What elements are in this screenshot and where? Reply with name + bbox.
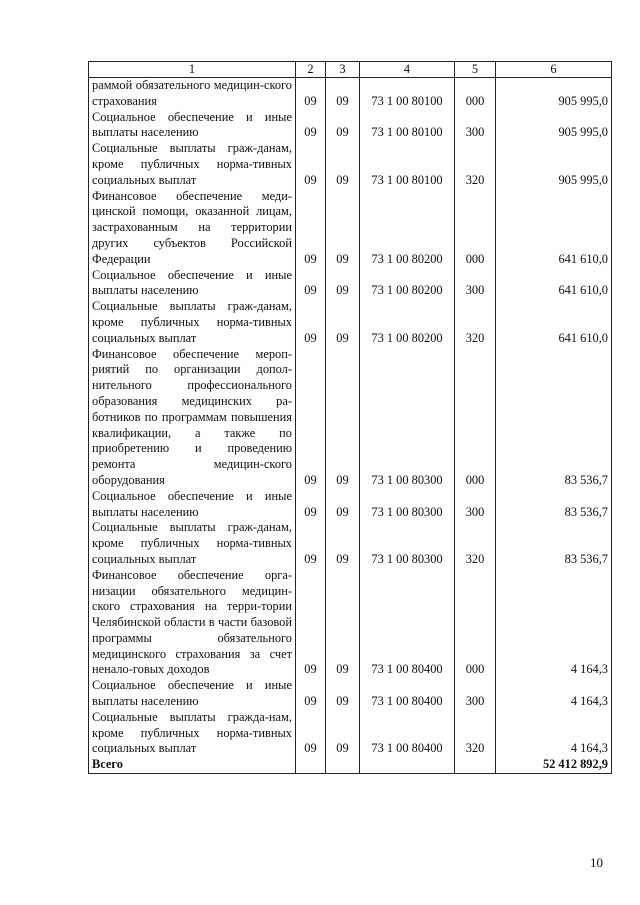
row-description: Социальное обеспечение и иные выплаты населению <box>89 489 296 521</box>
row-expense-type: 000 <box>455 568 496 679</box>
row-target-article: 73 1 00 80100 <box>360 141 455 188</box>
row-subsection-code: 09 <box>326 78 360 110</box>
row-subsection-code: 09 <box>326 299 360 346</box>
row-description: Финансовое обеспечение меди-цинской помощи, оказанной лицам, застрахованным на территории других субъектов Российской Федерации <box>89 189 296 268</box>
table-row <box>89 78 612 110</box>
row-amount: 83 536,7 <box>496 489 612 521</box>
header-col-5: 5 <box>455 62 496 78</box>
row-target-article: 73 1 00 80300 <box>360 489 455 521</box>
row-subsection-code: 09 <box>326 141 360 188</box>
table-total-row <box>89 757 612 773</box>
row-description: Социальные выплаты граж-данам, кроме публичных норма-тивных социальных выплат <box>89 520 296 567</box>
row-target-article: 73 1 00 80400 <box>360 568 455 679</box>
header-col-4: 4 <box>360 62 455 78</box>
row-section-code: 09 <box>296 189 326 268</box>
row-section-code: 09 <box>296 299 326 346</box>
table-row <box>89 710 612 757</box>
row-description: Социальное обеспечение и иные выплаты населению <box>89 678 296 710</box>
row-target-article: 73 1 00 80200 <box>360 299 455 346</box>
row-amount: 83 536,7 <box>496 347 612 489</box>
total-label: Всего <box>89 757 296 773</box>
row-amount: 641 610,0 <box>496 268 612 300</box>
table-row <box>89 520 612 567</box>
row-amount: 4 164,3 <box>496 568 612 679</box>
row-subsection-code: 09 <box>326 110 360 142</box>
row-section-code: 09 <box>296 489 326 521</box>
row-target-article: 73 1 00 80200 <box>360 189 455 268</box>
row-expense-type: 320 <box>455 299 496 346</box>
row-description: Финансовое обеспечение мероп-риятий по организации допол-нительного профессионального образования медицинских ра-ботников по программам повышения квалификации, а также по приобретению и проведению ремонта медицин-ского оборудования <box>89 347 296 489</box>
row-section-code: 09 <box>296 520 326 567</box>
row-section-code: 09 <box>296 710 326 757</box>
row-description: Социальное обеспечение и иные выплаты населению <box>89 110 296 142</box>
row-target-article: 73 1 00 80300 <box>360 347 455 489</box>
row-expense-type: 300 <box>455 489 496 521</box>
row-section-code: 09 <box>296 78 326 110</box>
total-amount: 52 412 892,9 <box>496 757 612 773</box>
row-target-article: 73 1 00 80400 <box>360 710 455 757</box>
row-target-article: 73 1 00 80100 <box>360 110 455 142</box>
row-description: Социальные выплаты граж-данам, кроме публичных норма-тивных социальных выплат <box>89 299 296 346</box>
row-subsection-code: 09 <box>326 710 360 757</box>
table-row <box>89 189 612 268</box>
table-row <box>89 141 612 188</box>
row-description: Социальное обеспечение и иные выплаты населению <box>89 268 296 300</box>
row-amount: 4 164,3 <box>496 678 612 710</box>
row-section-code: 09 <box>296 347 326 489</box>
table-row <box>89 110 612 142</box>
row-amount: 905 995,0 <box>496 78 612 110</box>
row-target-article: 73 1 00 80400 <box>360 678 455 710</box>
row-expense-type: 000 <box>455 347 496 489</box>
row-subsection-code: 09 <box>326 189 360 268</box>
row-description: Социальные выплаты граж-данам, кроме публичных норма-тивных социальных выплат <box>89 141 296 188</box>
row-expense-type: 320 <box>455 520 496 567</box>
row-section-code: 09 <box>296 678 326 710</box>
row-expense-type: 300 <box>455 268 496 300</box>
row-expense-type: 300 <box>455 110 496 142</box>
row-amount: 641 610,0 <box>496 299 612 346</box>
table-row <box>89 299 612 346</box>
row-expense-type: 000 <box>455 78 496 110</box>
table-row <box>89 568 612 679</box>
row-expense-type: 300 <box>455 678 496 710</box>
header-col-6: 6 <box>496 62 612 78</box>
row-amount: 905 995,0 <box>496 141 612 188</box>
header-col-2: 2 <box>296 62 326 78</box>
row-amount: 83 536,7 <box>496 520 612 567</box>
row-subsection-code: 09 <box>326 268 360 300</box>
row-description: Социальные выплаты гражда-нам, кроме публичных норма-тивных социальных выплат <box>89 710 296 757</box>
budget-table <box>88 61 612 774</box>
row-section-code: 09 <box>296 141 326 188</box>
row-subsection-code: 09 <box>326 489 360 521</box>
table-row <box>89 678 612 710</box>
row-section-code: 09 <box>296 268 326 300</box>
row-amount: 4 164,3 <box>496 710 612 757</box>
row-description: раммой обязательного медицин-ского страхования <box>89 78 296 110</box>
row-description: Финансовое обеспечение орга-низации обязательного медицин-ского страхования на терри-тории Челябинской области в части базовой программы обязательного медицинского страхования за счет ненало-говых доходов <box>89 568 296 679</box>
table-header-row <box>89 62 612 78</box>
page-number: 10 <box>590 855 603 870</box>
row-subsection-code: 09 <box>326 678 360 710</box>
row-section-code: 09 <box>296 568 326 679</box>
table-row <box>89 489 612 521</box>
row-subsection-code: 09 <box>326 520 360 567</box>
table-row <box>89 268 612 300</box>
row-target-article: 73 1 00 80200 <box>360 268 455 300</box>
row-expense-type: 000 <box>455 189 496 268</box>
header-col-1: 1 <box>89 62 296 78</box>
row-expense-type: 320 <box>455 710 496 757</box>
row-target-article: 73 1 00 80300 <box>360 520 455 567</box>
row-subsection-code: 09 <box>326 347 360 489</box>
row-section-code: 09 <box>296 110 326 142</box>
row-expense-type: 320 <box>455 141 496 188</box>
row-amount: 641 610,0 <box>496 189 612 268</box>
row-target-article: 73 1 00 80100 <box>360 78 455 110</box>
row-amount: 905 995,0 <box>496 110 612 142</box>
table-row <box>89 347 612 489</box>
row-subsection-code: 09 <box>326 568 360 679</box>
header-col-3: 3 <box>326 62 360 78</box>
